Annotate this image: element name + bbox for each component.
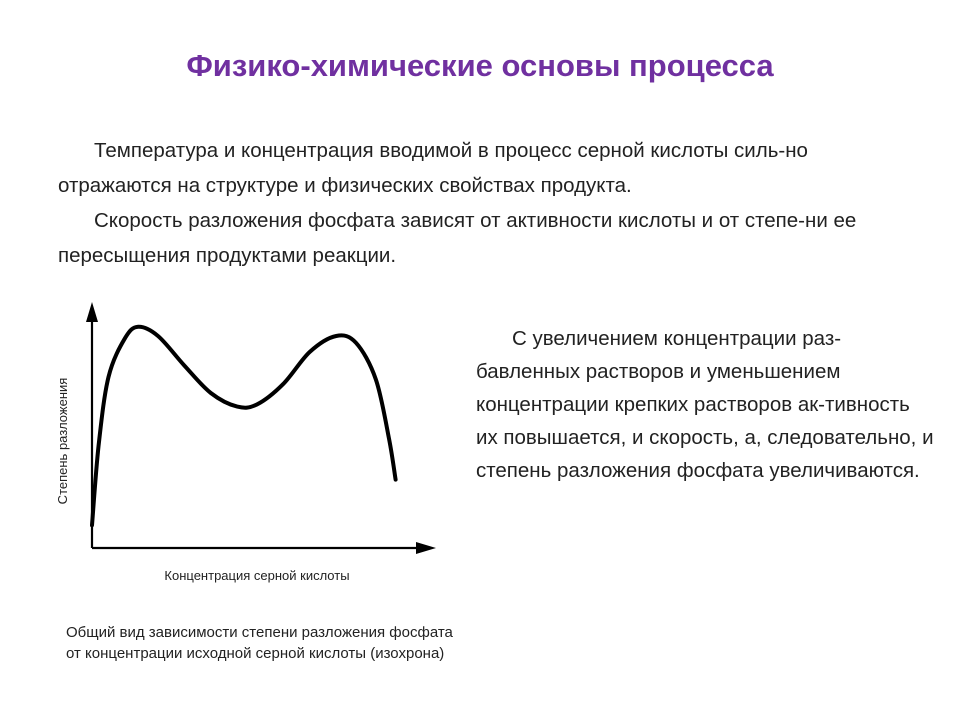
caption-line-2: от концентрации исходной серной кислоты (изохрона) [66,645,445,662]
side-paragraph: С увеличением концентрации раз-бавленных растворов и уменьшением концентрации крепких растворов ак-тивность их повышается, и скорость, а, следовательно, и степень разложения фосфата увеличиваются. [476,327,934,482]
x-axis-arrow [416,542,436,554]
paragraph-temperature: Температура и концентрация вводимой в процесс серной кислоты силь-но отражаются на структуре и физических свойствах продукта. [58,139,808,197]
y-axis-arrow [86,302,98,322]
y-axis-label: Степень разложения [55,377,70,505]
decomposition-curve [92,327,396,525]
paragraph-decomposition-rate: Скорость разложения фосфата зависят от активности кислоты и от степе-ни ее пересыщения продуктами реакции. [58,209,857,267]
decomposition-chart [50,290,450,565]
caption-line-1: Общий вид зависимости степени разложения фосфата [66,624,453,641]
slide-title: Физико-химические основы процесса [186,48,774,83]
chart-caption [66,622,536,664]
x-axis-label: Концентрация серной кислоты [164,568,350,583]
intro-text [58,133,918,273]
